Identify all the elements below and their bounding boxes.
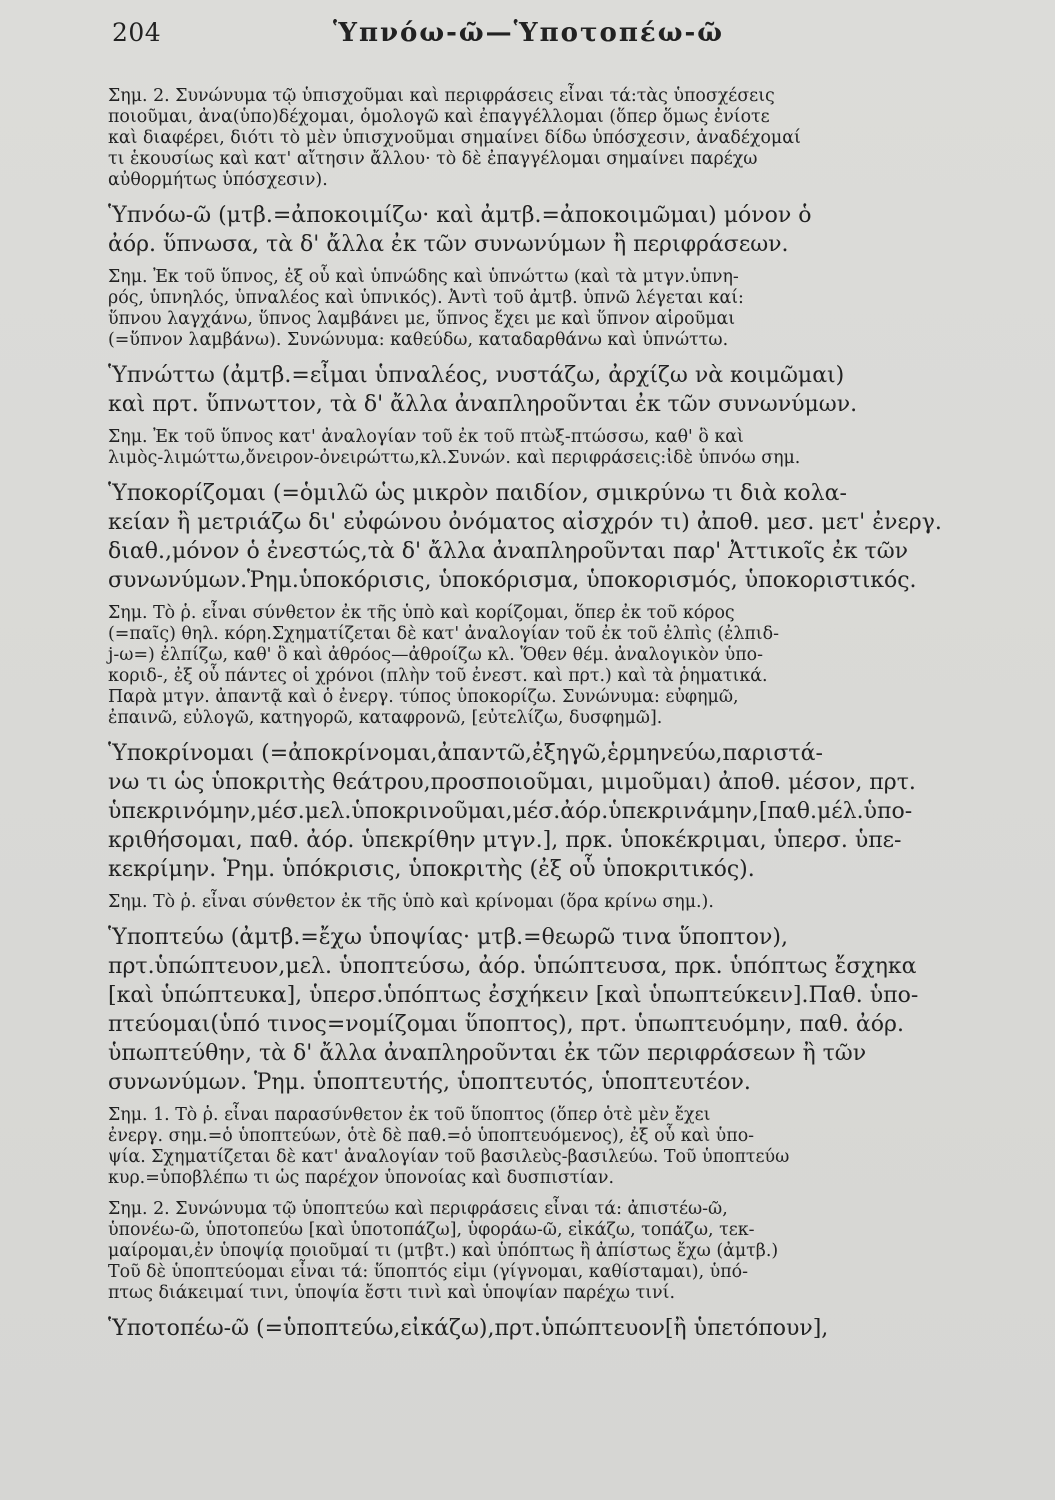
note-line: Σημ. 2. Συνώνυμα τῷ ὑπισχοῦμαι καὶ περιφράσεις εἶναι τά:τὰς ὑποσχέσεις <box>108 86 775 106</box>
running-head: Ὑπνόω-ῶ—Ὑποτοπέω-ῶ <box>333 18 724 48</box>
note-line: αὐθορμήτως ὑπόσχεσιν). <box>108 170 328 190</box>
note-line: (=παῖς) θηλ. κόρη.Σχηματίζεται δὲ κατ' ἀναλογίαν τοῦ ἐκ τοῦ ἐλπὶς (ἐλπιδ- <box>108 624 779 644</box>
note-line: κυρ.=ὑποβλέπω τι ὡς παρέχον ὑπονοίας καὶ δυσπιστίαν. <box>108 1168 615 1188</box>
entry-line: πτεύομαι(ὑπό τινος=νομίζομαι ὕποπτος), πρτ. ὑπωπτευόμην, παθ. ἀόρ. <box>108 1012 904 1037</box>
note-line: ρός, ὑπνηλός, ὑπναλέος καὶ ὑπνικός). Ἀντὶ τοῦ ἀμτβ. ὑπνῶ λέγεται καί: <box>108 288 744 308</box>
note-line: Παρὰ μτγν. ἀπαντᾷ καὶ ὁ ἐνεργ. τύπος ὑποκορίζω. Συνώνυμα: εὐφημῶ, <box>108 687 739 707</box>
entry-line: Ὑποτοπέω-ῶ (=ὑποπτεύω,εἰκάζω),πρτ.ὑπώπτευον[ἢ ὑπετόπουν], <box>108 1316 829 1341</box>
usage-note <box>108 86 957 191</box>
note-line: j-ω=) ἐλπίζω, καθ' ὃ καὶ ἀθρόος—ἀθροίζω κλ. Ὅθεν θέμ. ἀναλογικὸν ὑπο- <box>108 645 763 665</box>
note-line: ὑπονέω-ῶ, ὑποτοπεύω [καὶ ὑποτοπάζω], ὑφοράω-ῶ, εἰκάζω, τοπάζω, τεκ- <box>108 1220 755 1240</box>
entry-line: διαθ.,μόνον ὁ ἐνεστώς,τὰ δ' ἄλλα ἀναπληροῦνται παρ' Ἀττικοῖς ἐκ τῶν <box>108 539 909 564</box>
note-line: λιμὸς-λιμώττω,ὄνειρον-ὀνειρώττω,κλ.Συνών. καὶ περιφράσεις:ἰδὲ ὑπνόω σημ. <box>108 448 801 468</box>
note-line: Σημ. Ἐκ τοῦ ὕπνος, ἐξ οὗ καὶ ὑπνώδης καὶ ὑπνώττω (καὶ τὰ μτγν.ὑπνη- <box>108 267 739 287</box>
usage-note <box>108 892 957 913</box>
entry-line: πρτ.ὑπώπτευον,μελ. ὑποπτεύσω, ἀόρ. ὑπώπτευσα, πρκ. ὑπόπτως ἔσχηκα <box>108 954 917 979</box>
entry-line: ὑπωπτεύθην, τὰ δ' ἄλλα ἀναπληροῦνται ἐκ τῶν περιφράσεων ἢ τῶν <box>108 1041 867 1066</box>
note-line: ἐνεργ. σημ.=ὁ ὑποπτεύων, ὁτὲ δὲ παθ.=ὁ ὑποπτευόμενος), ἐξ οὗ καὶ ὑπο- <box>108 1126 755 1146</box>
usage-note <box>108 603 957 729</box>
entry-line: καὶ πρτ. ὕπνωττον, τὰ δ' ἄλλα ἀναπληροῦνται ἐκ τῶν συνωνύμων. <box>108 392 858 417</box>
note-line: ἐπαινῶ, εὐλογῶ, κατηγορῶ, καταφρονῶ, [εὐτελίζω, δυσφημῶ]. <box>108 708 663 728</box>
note-line: πτως διάκειμαί τινι, ὑποψία ἔστι τινὶ καὶ ὑποψίαν παρέχω τινί. <box>108 1283 675 1303</box>
entry-line: Ὑπνώττω (ἀμτβ.=εἶμαι ὑπναλέος, νυστάζω, ἀρχίζω νὰ κοιμῶμαι) <box>108 363 845 388</box>
page-number: 204 <box>112 18 162 47</box>
note-line: Σημ. 1. Τὸ ῥ. εἶναι παρασύνθετον ἐκ τοῦ ὕποπτος (ὅπερ ὁτὲ μὲν ἔχει <box>108 1105 711 1125</box>
dictionary-entry <box>108 201 957 259</box>
entry-line: Ὑποκορίζομαι (=ὁμιλῶ ὡς μικρὸν παιδίον, σμικρύνω τι διὰ κολα- <box>108 481 847 506</box>
note-line: τι ἑκουσίως καὶ κατ' αἴτησιν ἄλλου· τὸ δὲ ἐπαγγέλομαι σημαίνει παρέχω <box>108 149 758 169</box>
entry-line: νω τι ὡς ὑποκριτὴς θεάτρου,προσποιοῦμαι, μιμοῦμαι) ἀποθ. μέσον, πρτ. <box>108 770 916 795</box>
entry-line: Ὑποπτεύω (ἀμτβ.=ἔχω ὑποψίας· μτβ.=θεωρῶ τινα ὕποπτον), <box>108 925 788 950</box>
dictionary-entry <box>108 1314 957 1343</box>
entry-line: [καὶ ὑπώπτευκα], ὑπερσ.ὑπόπτως ἐσχήκειν [καὶ ὑπωπτεύκειν].Παθ. ὑπο- <box>108 983 919 1008</box>
usage-note <box>108 267 957 351</box>
note-line: ποιοῦμαι, ἀνα(ὑπο)δέχομαι, ὁμολογῶ καὶ ἐπαγγέλλομαι (ὅπερ ὅμως ἐνίοτε <box>108 107 770 127</box>
note-line: μαίρομαι,ἐν ὑποψίᾳ ποιοῦμαί τι (μτβτ.) καὶ ὑπόπτως ἢ ἀπίστως ἔχω (ἀμτβ.) <box>108 1241 779 1261</box>
dictionary-entry <box>108 361 957 419</box>
usage-note <box>108 1105 957 1189</box>
note-line: Σημ. 2. Συνώνυμα τῷ ὑποπτεύω καὶ περιφράσεις εἶναι τά: ἀπιστέω-ῶ, <box>108 1199 728 1219</box>
note-line: Τοῦ δὲ ὑποπτεύομαι εἶναι τά: ὕποπτός εἰμι (γίγνομαι, καθίσταμαι), ὑπό- <box>108 1262 748 1282</box>
note-line: ὕπνου λαγχάνω, ὕπνος λαμβάνει με, ὕπνος ἔχει με καὶ ὕπνον αἱροῦμαι <box>108 309 736 329</box>
dictionary-entry <box>108 479 957 595</box>
note-line: Σημ. Τὸ ῥ. εἶναι σύνθετον ἐκ τῆς ὑπὸ καὶ κρίνομαι (ὅρα κρίνω σημ.). <box>108 892 714 912</box>
page-header <box>108 18 957 60</box>
dictionary-entry <box>108 739 957 884</box>
page-body <box>108 86 957 1343</box>
usage-note <box>108 427 957 469</box>
dictionary-entry <box>108 923 957 1097</box>
note-line: ψία. Σχηματίζεται δὲ κατ' ἀναλογίαν τοῦ βασιλεὺς-βασιλεύω. Τοῦ ὑποπτεύω <box>108 1147 790 1167</box>
entry-line: Ὑποκρίνομαι (=ἀποκρίνομαι,ἀπαντῶ,ἐξηγῶ,ἑρμηνεύω,παριστά- <box>108 741 823 766</box>
entry-line: κριθήσομαι, παθ. ἀόρ. ὑπεκρίθην μτγν.], πρκ. ὑποκέκριμαι, ὑπερσ. ὑπε- <box>108 828 902 853</box>
entry-line: Ὑπνόω-ῶ (μτβ.=ἀποκοιμίζω· καὶ ἀμτβ.=ἀποκοιμῶμαι) μόνον ὁ <box>108 203 812 228</box>
entry-line: συνωνύμων.Ῥημ.ὑποκόρισις, ὑποκόρισμα, ὑποκορισμός, ὑποκοριστικός. <box>108 568 917 593</box>
entry-line: ὑπεκρινόμην,μέσ.μελ.ὑποκρινοῦμαι,μέσ.ἀόρ.ὑπεκρινάμην,[παθ.μέλ.ὑπο- <box>108 799 913 824</box>
note-line: καὶ διαφέρει, διότι τὸ μὲν ὑπισχνοῦμαι σημαίνει δίδω ὑπόσχεσιν, ἀναδέχομαί <box>108 128 801 148</box>
entry-line: κείαν ἢ μετριάζω δι' εὐφώνου ὀνόματος αἰσχρόν τι) ἀποθ. μεσ. μετ' ἐνεργ. <box>108 510 942 535</box>
usage-note <box>108 1199 957 1304</box>
note-line: Σημ. Τὸ ῥ. εἶναι σύνθετον ἐκ τῆς ὑπὸ καὶ κορίζομαι, ὅπερ ἐκ τοῦ κόρος <box>108 603 735 623</box>
note-line: Σημ. Ἐκ τοῦ ὕπνος κατ' ἀναλογίαν τοῦ ἐκ τοῦ πτὼξ-πτώσσω, καθ' ὃ καὶ <box>108 427 744 447</box>
entry-line: συνωνύμων. Ῥημ. ὑποπτευτής, ὑποπτευτός, ὑποπτευτέον. <box>108 1070 751 1095</box>
note-line: κοριδ-, ἐξ οὗ πάντες οἱ χρόνοι (πλὴν τοῦ ἐνεστ. καὶ πρτ.) καὶ τὰ ῥηματικά. <box>108 666 768 686</box>
entry-line: ἀόρ. ὕπνωσα, τὰ δ' ἄλλα ἐκ τῶν συνωνύμων ἢ περιφράσεων. <box>108 232 789 257</box>
entry-line: κεκρίμην. Ῥημ. ὑπόκρισις, ὑποκριτὴς (ἐξ οὗ ὑποκριτικός). <box>108 857 755 882</box>
note-line: (=ὕπνον λαμβάνω). Συνώνυμα: καθεύδω, καταδαρθάνω καὶ ὑπνώττω. <box>108 330 729 350</box>
